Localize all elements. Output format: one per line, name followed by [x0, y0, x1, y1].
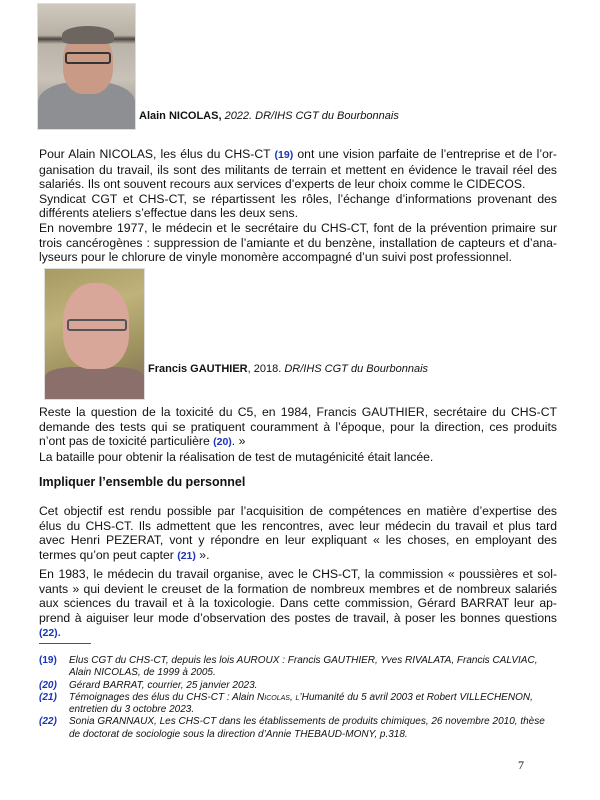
photo-caption-alain-nicolas: [139, 110, 399, 122]
photo-caption-francis-gauthier: [148, 363, 428, 375]
footnote-20: [39, 680, 559, 692]
photo-body-shape: [45, 367, 144, 399]
footnote-22: [39, 716, 559, 741]
page-number: 7: [518, 758, 524, 772]
footnotes: [39, 655, 559, 741]
section-heading: Impliquer l’ensemble du personnel: [39, 475, 246, 489]
text-line: vants » qui devient le creuset de la formation de nombreux membres et de nombreux salariés: [39, 581, 557, 596]
footnote-number: (19): [39, 655, 57, 666]
text-line: élus du CHS-CT. Ils admettent que les rencontres, avec leur médecin du travail et plus tard: [39, 518, 557, 533]
footnote-text: Gérard BARRAT, courrier, 25 janvier 2023.: [69, 679, 258, 691]
text-line: termes qu’on peut capter (21) ».: [39, 547, 210, 562]
photo-francis-gauthier: [44, 268, 145, 400]
text-line: n’ont pas de toxicité particulière (20). »: [39, 434, 246, 449]
text-line: En 1983, le médecin du travail organise, avec le CHS-CT, la commission « poussières et sol-: [39, 567, 557, 581]
footnote-21: [39, 692, 559, 717]
footnote-ref-19[interactable]: (19): [274, 149, 294, 161]
paragraph-alain-nicolas: [39, 147, 557, 265]
caption-year: , 2018.: [247, 363, 285, 375]
paragraph-competences: [39, 504, 557, 563]
caption-credit: DR/IHS CGT du Bourbonnais: [255, 110, 399, 122]
text-line: prend à aiguiser leur mode d’observation des postes de travail, à poser les bonnes questions: [39, 610, 557, 625]
caption-name: Francis GAUTHIER: [148, 363, 248, 375]
caption-credit: DR/IHS CGT du Bourbonnais: [284, 363, 429, 375]
text-line: avec Henri PEZERAT, vont y répondre en leur expliquant « les choses, en employant des: [39, 533, 557, 548]
text-line: Cet objectif est rendu possible par l’acquisition de compétences en matière d’expertise des: [39, 504, 557, 518]
photo-glasses-shape: [65, 52, 111, 64]
text-line: aux sciences du travail et à la toxicologie. Dans cette commission, Gérard BARRAT leur ap-: [39, 596, 557, 611]
footnote-text: Sonia GRANNAUX, Les CHS-CT dans les établissements de produits chimiques, 26 novembre 2010, thèse de doctorat de sociologie sous la direction d’Annie THEBAUD-MONY, p.318.: [69, 716, 545, 740]
footnote-ref-21[interactable]: (21): [177, 549, 196, 562]
footnote-text: Témoignages des élus du CHS-CT : Alain Nicolas, l’Humanité du 5 avril 2003 et Robert VILLECHENON, entretien du 3 octobre 2023.: [69, 691, 533, 716]
footnote-divider: [39, 643, 91, 644]
paragraph-commission: [39, 567, 557, 641]
photo-alain-nicolas: [37, 3, 136, 130]
text-line: La bataille pour obtenir la réalisation de test de mutagénicité était lancée.: [39, 449, 434, 464]
text-line: Reste la question de la toxicité du C5, en 1984, Francis GAUTHIER, secrétaire du CHS-CT: [39, 405, 557, 419]
footnote-number: (21): [39, 691, 57, 703]
text-line: salariés. Ils ont souvent recours aux services d’experts de leur choix comme le CIDECOS.: [39, 177, 526, 192]
text-line: trois cancérogènes : suppression de l’amiante et du benzène, installation de capteurs et d’ana-: [39, 235, 557, 250]
footnote-number: (22): [39, 716, 57, 728]
paragraph-toxicity-c5: [39, 405, 557, 464]
caption-year: 2022.: [221, 110, 256, 122]
photo-hair-shape: [62, 26, 114, 44]
text-line: demande des tests qui se pratiquent couramment à l’époque, pour la direction, ces produits: [39, 419, 557, 434]
footnote-ref-20[interactable]: (20): [213, 436, 232, 449]
text-line: Syndicat CGT et CHS-CT, se répartissent les rôles, l’échange d’informations provenant des: [39, 191, 557, 206]
text-line: Pour Alain NICOLAS, les élus du CHS-CT (19) ont une vision parfaite de l’entreprise et de l’or-: [39, 147, 557, 161]
footnote-19: [39, 655, 559, 680]
text-line: lyseurs pour le chlorure de vinyle monomère accompagné d’un suivi post professionnel.: [39, 250, 512, 265]
footnote-ref-22[interactable]: (22): [39, 627, 58, 640]
text-line: En novembre 1977, le médecin et le secrétaire du CHS-CT, font de la prévention primaire sur: [39, 220, 557, 235]
text-line: (22).: [39, 627, 61, 640]
caption-name: Alain NICOLAS,: [139, 110, 222, 122]
text-line: différents ateliers s’effectue dans les deux sens.: [39, 206, 299, 221]
footnote-number: (20): [39, 679, 57, 691]
footnote-text: Elus CGT du CHS-CT, depuis les lois AUROUX : Francis GAUTHIER, Yves RIVALATA, Francis CALVIAC, Alain NICOLAS, de 1999 à 2005.: [69, 655, 538, 679]
text-line: ganisation du travail, ils sont des militants de terrain et mettent en évidence le travail réel des: [39, 162, 557, 177]
photo-glasses-shape: [67, 319, 127, 331]
